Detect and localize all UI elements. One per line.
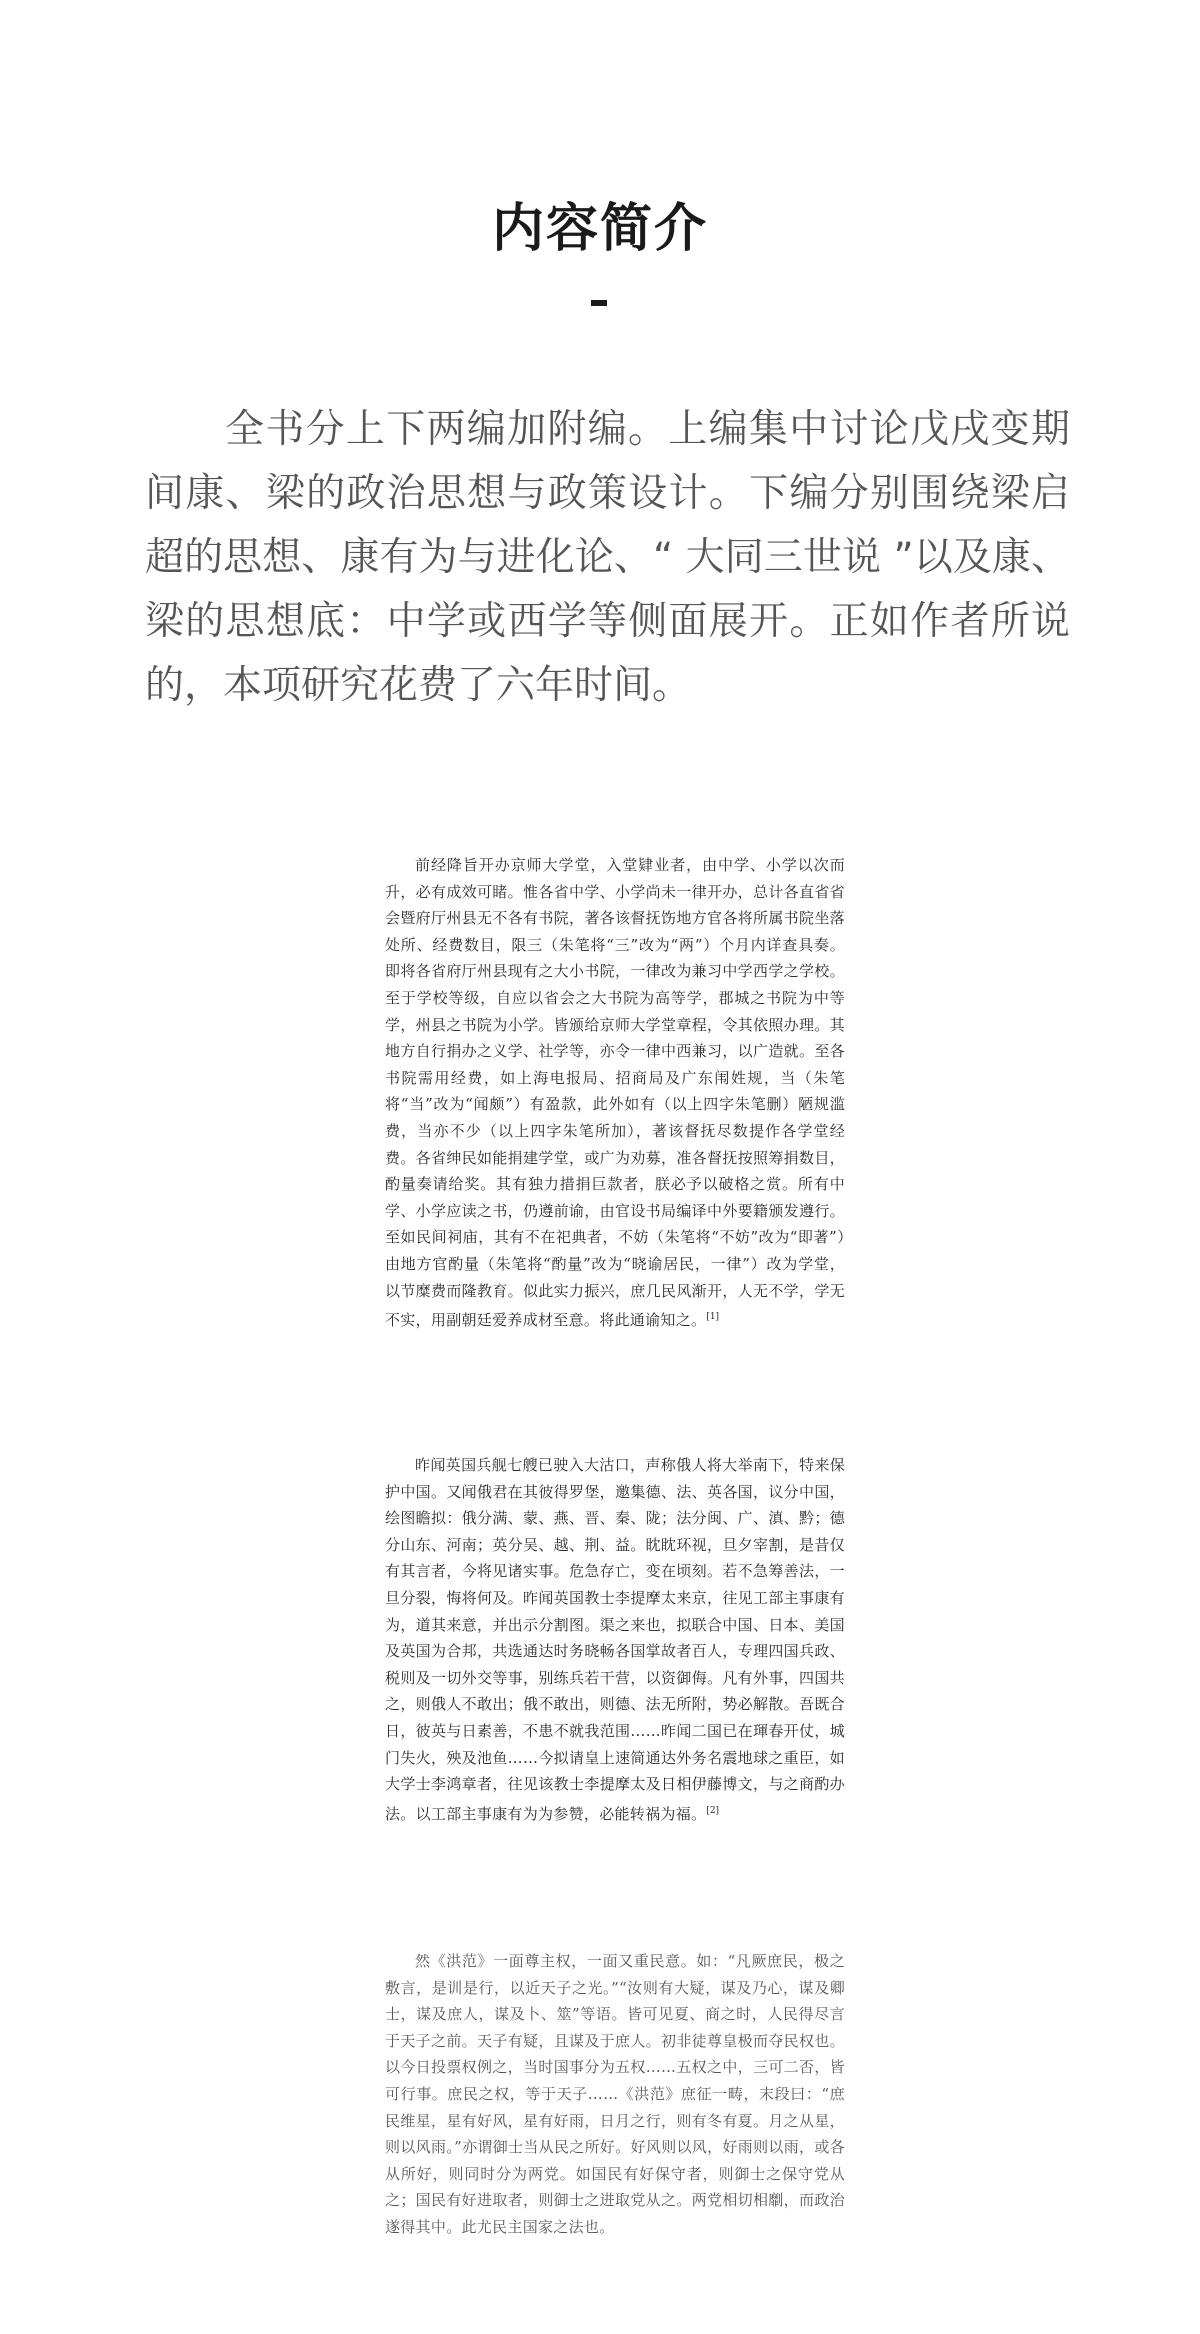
title-dash <box>591 300 607 306</box>
excerpt-paragraph-3 <box>385 1948 845 2241</box>
excerpt-text-1: 前经降旨开办京师大学堂，入堂肄业者，由中学、小学以次而升，必有成效可睹。惟各省中学、小学尚未一律开办，总计各直省省会暨府厅州县无不各有书院，著各该督抚饬地方官各将所属书院坐落处所、经费数目，限三（朱笔将“三”改为“两”）个月内详查具奏。即将各省府厅州县现有之大小书院，一律改为兼习中学西学之学校。至于学校等级，自应以省会之大书院为高等学，郡城之书院为中等学，州县之书院为小学。皆颁给京师大学堂章程，令其依照办理。其地方自行捐办之义学、社学等，亦令一律中西兼习，以广造就。至各书院需用经费，如上海电报局、招商局及广东闱姓规，当（朱笔将“当”改为“闻颇”）有盈款，此外如有（以上四字朱笔删）陋规滥费，当亦不少（以上四字朱笔所加），著该督抚尽数提作各学堂经费。各省绅民如能捐建学堂，或广为劝募，准各督抚按照筹捐数目，酌量奏请给奖。其有独力措捐巨款者，朕必予以破格之赏。所有中学、小学应读之书，仍遵前谕，由官设书局编译中外要籍颁发遵行。至如民间祠庙，其有不在祀典者，不妨（朱笔将“不妨”改为“即著”）由地方官酌量（朱笔将“酌量”改为“晓谕居民，一律”）改为学堂，以节糜费而隆教育。似此实力振兴，庶几民风渐开，人无不学，学无不实，用副朝廷爱养成材至意。将此通谕知之。 <box>385 856 845 1330</box>
excerpt-text-3: 然《洪范》一面尊主权，一面又重民意。如：“凡厥庶民，极之敷言，是训是行，以近天子之光。”“汝则有大疑，谋及乃心，谋及卿士，谋及庶人，谋及卜、筮”等语。皆可见夏、商之时，人民得尽言于天子之前。天子有疑，且谋及于庶人。初非徒尊皇极而夺民权也。以今日投票权例之，当时国事分为五权……五权之中，三可二否，皆可行事。庶民之权，等于天子……《洪范》庶征一畴，末段曰：“庶民维星，星有好风，星有好雨，日月之行，则有冬有夏。月之从星，则以风雨。”亦谓御士当从民之所好。好风则以风，好雨则以雨，或各从所好，则同时分为两党。如国民有好保守者，则御士之保守党从之；国民有好进取者，则御士之进取党从之。两党相切相劘，而政治遂得其中。此尤民主国家之法也。 <box>385 1952 845 2236</box>
footnote-marker-2: [2] <box>706 1805 720 1816</box>
excerpt-paragraph-2 <box>385 1452 845 1827</box>
page-title: 内容简介 <box>491 199 708 259</box>
excerpt-text-2: 昨闻英国兵舰七艘已驶入大沽口，声称俄人将大举南下，特来保护中国。又闻俄君在其彼得罗堡，邀集德、法、英各国，议分中国，绘图瞻拟：俄分满、蒙、燕、晋、秦、陇；法分闽、广、滇、黔；德分山东、河南；英分吴、越、荆、益。眈眈环视，旦夕宰割，是昔仅有其言者，今将见诸实事。危急存亡，变在顷刻。若不急筹善法，一旦分裂，悔将何及。昨闻英国教士李提摩太来京，往见工部主事康有为，道其来意，并出示分割图。渠之来也，拟联合中国、日本、美国及英国为合邦，共选通达时务晓畅各国掌故者百人，专理四国兵政、税则及一切外交等事，别练兵若干营，以资御侮。凡有外事，四国共之，则俄人不敢出；俄不敢出，则德、法无所附，势必解散。吾既合日，彼英与日素善，不患不就我范围……昨闻二国已在琿春开仗，城门失火，殃及池鱼……今拟请皇上速简通达外务名震地球之重臣，如大学士李鸿章者，往见该教士李提摩太及日相伊藤博文，与之商酌办法。以工部主事康有为为参赞，必能转祸为福。 <box>385 1456 845 1823</box>
excerpt-paragraph-1 <box>385 852 845 1334</box>
intro-paragraph: 全书分上下两编加附编。上编集中讨论戊戌变期间康、梁的政治思想与政策设计。下编分别围绕梁启超的思想、康有为与进化论、“ 大同三世说 ”以及康、梁的思想底：中学或西学等侧面展开。正如作者所说的，本项研究花费了六年时间。 <box>145 407 1070 708</box>
footnote-marker-1: [1] <box>706 1312 720 1323</box>
